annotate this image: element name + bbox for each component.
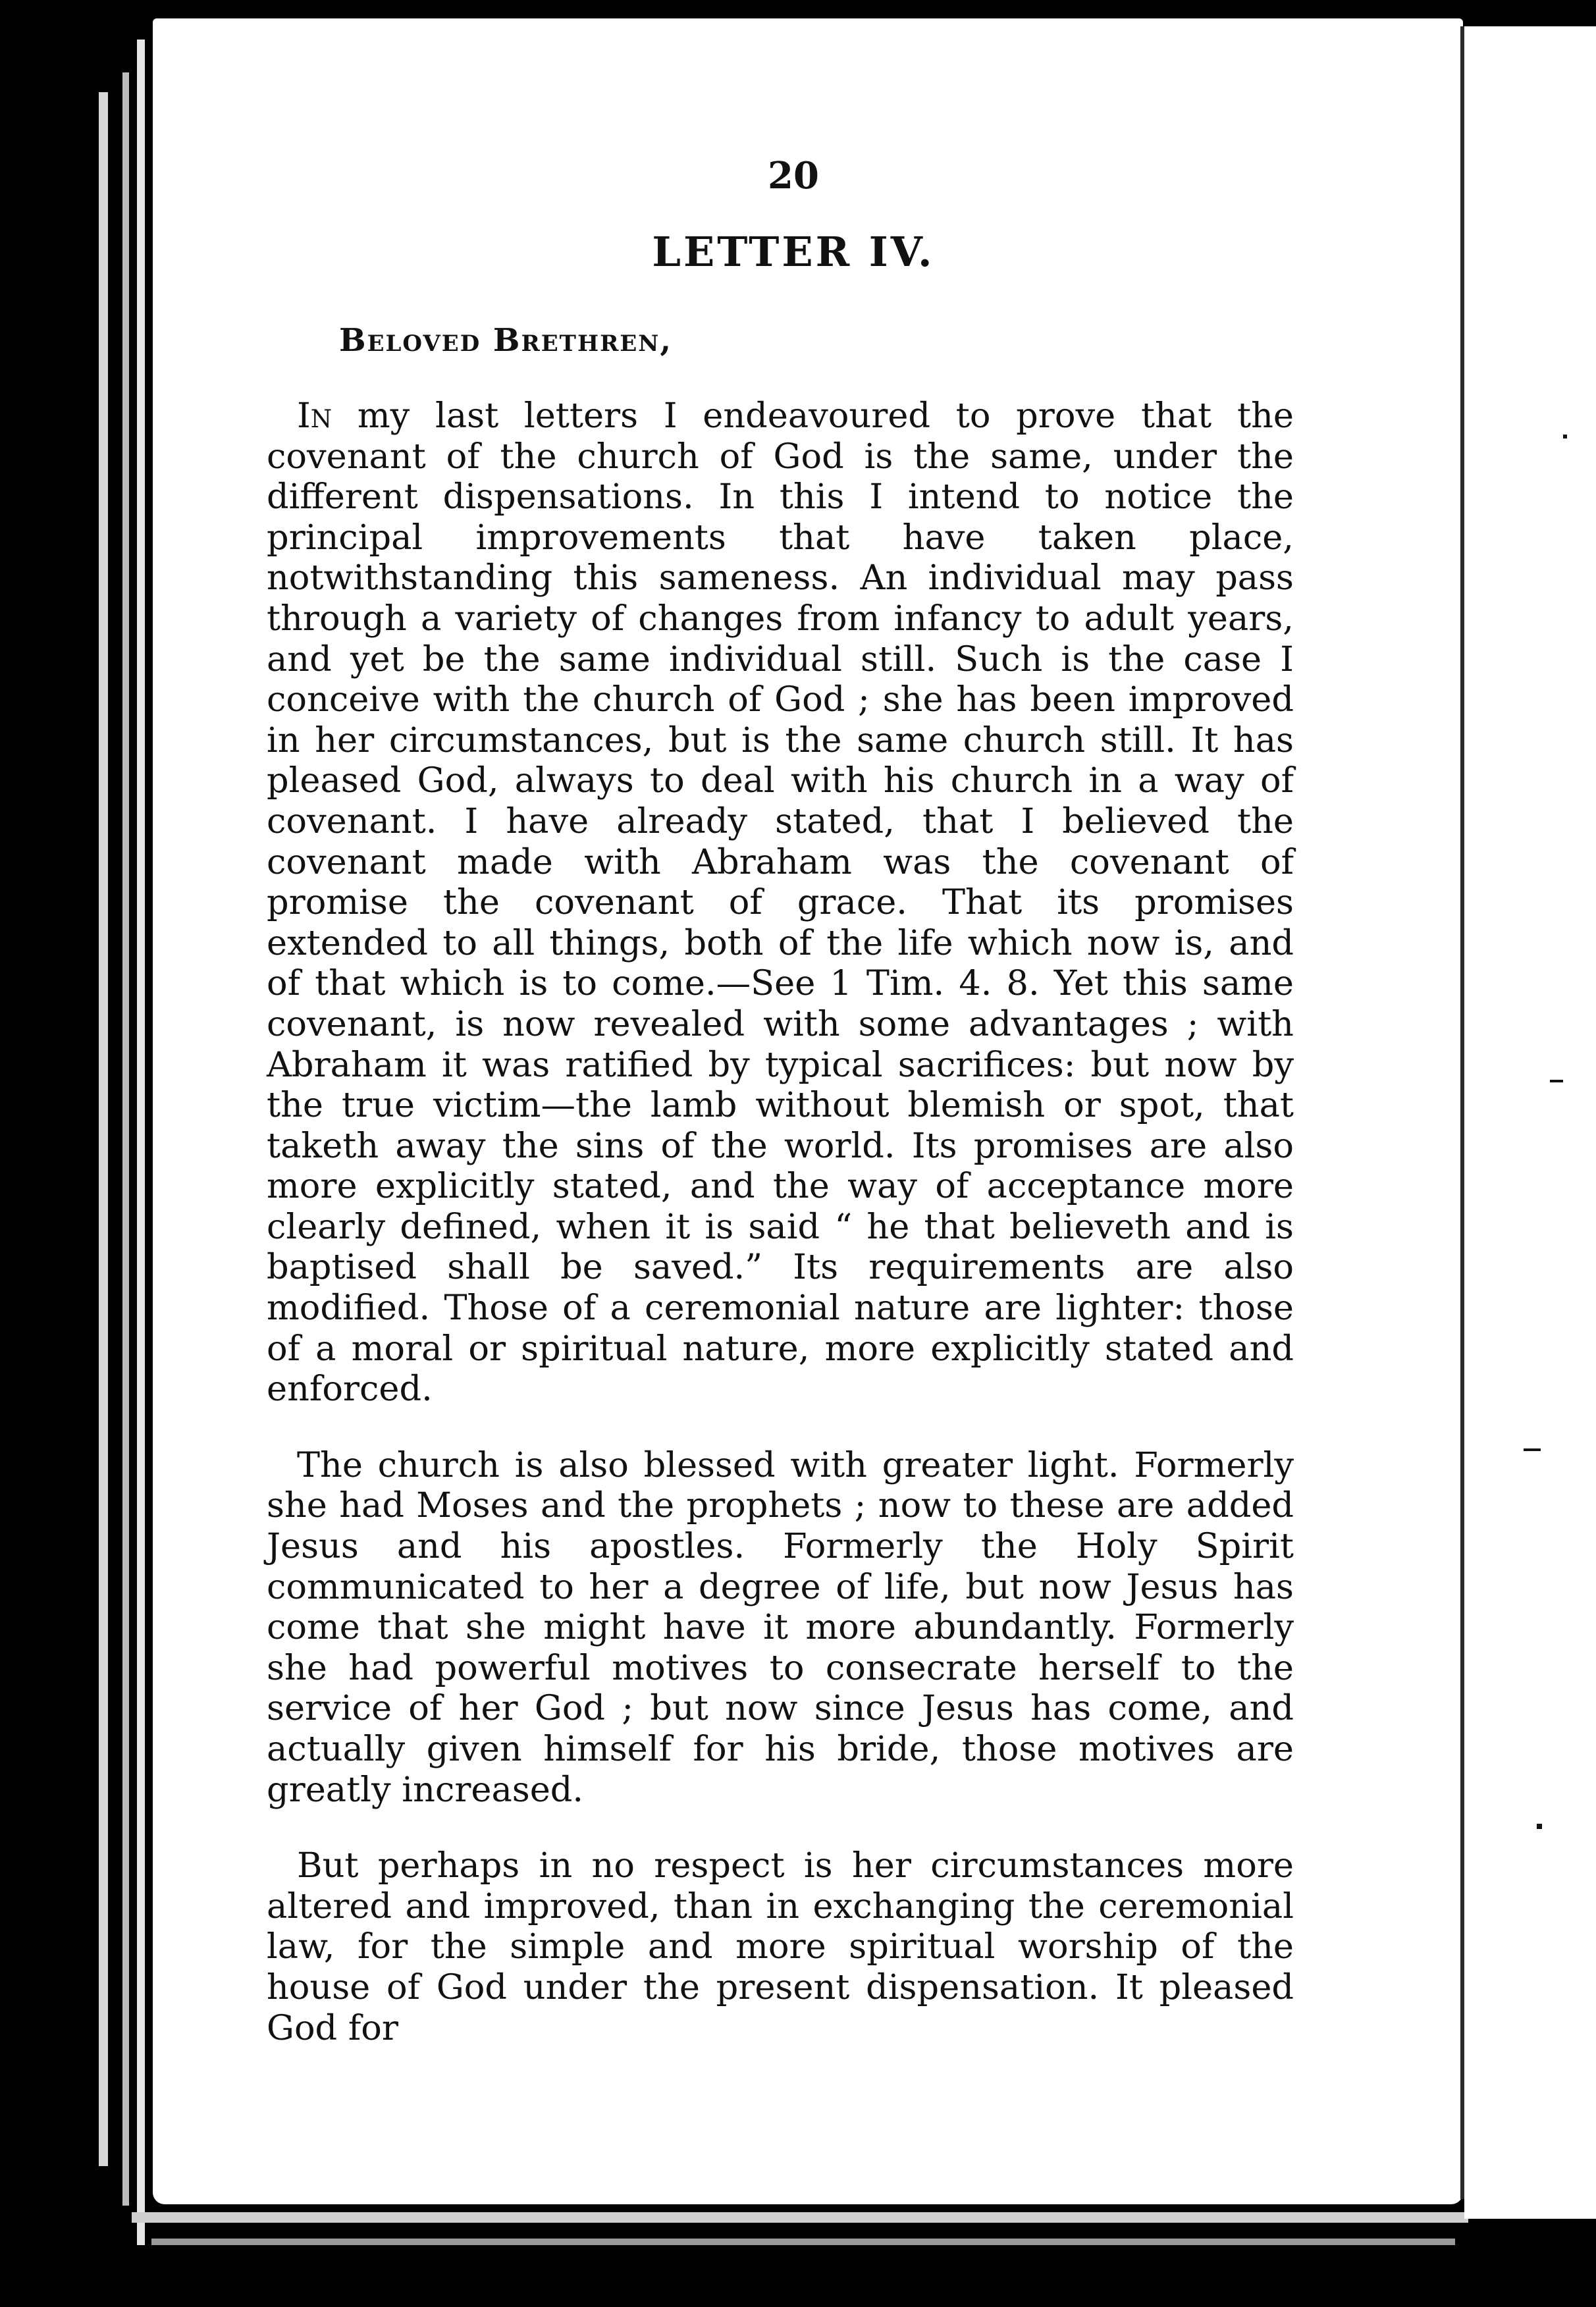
paragraph-1-text: my last letters I endeavoured to prove that the covenant of the church of God is the same, under the different dispensations. In this I intend to notice the principal improvements that have taken place, notwithstanding this sameness. An individual may pass through a variety of changes from infancy to adult years, and yet be the same individual still. Such is the case I conceive with the church of God ; she has been improved in her circumstances, but is the same church still. It has pleased God, always to deal with his church in a way of covenant. I have already stated, that I believed the covenant made with Abraham was the covenant of promise the covenant of grace. That its promises extended to all things, both of the life which now is, and of that which is to come.—See 1 Tim. 4. 8. Yet this same covenant, is now revealed with some advantages ; with Abraham it was ratified by typical sacrifices: but now by the true victim—the lamb without blemish or spot, that taketh away the sins of the world. Its promises are also more explicitly stated, and the way of acceptance more clearly defined, when it is said “ he that believeth and is baptised shall be saved.” Its requirements are also modified. Those of a ceremonial nature are lighter: those of a moral or spiritual nature, more explicitly stated and enforced. bbox=[267, 396, 1294, 1410]
margin-speck bbox=[1563, 435, 1567, 438]
salutation: Beloved Brethren, bbox=[339, 322, 673, 359]
book-edge-middle bbox=[122, 72, 129, 2206]
margin-speck bbox=[1524, 1448, 1541, 1451]
page-content bbox=[267, 145, 1294, 2048]
letter-title: LETTER IV. bbox=[652, 228, 935, 276]
paragraph-2-text: The church is also blessed with greater light. Formerly she had Moses and the prophets ; now to these are added Jesus and his apostles. Formerly the Holy Spirit communicated to her a degree of life, but now Jesus has come that she might have it more abundantly. Formerly she had powerful motives to consecrate herself to the service of her God ; but now since Jesus has come, and actually given himself for his bride, those motives are greatly increased. bbox=[267, 1445, 1294, 1810]
page-number: 20 bbox=[768, 154, 819, 198]
paragraph-3-text: But perhaps in no respect is her circumstances more altered and improved, than in exchanging the ceremonial law, for the simple and more spiritual worship of the house of God under the present dispensation. It pleased God for bbox=[267, 1845, 1294, 2048]
margin-speck bbox=[1537, 1824, 1542, 1829]
book-edge-bottom-shadow bbox=[151, 2239, 1455, 2245]
facing-page-margin bbox=[1464, 26, 1596, 2219]
paragraph-1 bbox=[267, 396, 1294, 1410]
paragraph-2 bbox=[267, 1445, 1294, 1810]
book-edge-inner bbox=[137, 40, 145, 2245]
drop-lead-word: In bbox=[297, 396, 332, 436]
paragraph-3 bbox=[267, 1845, 1294, 2048]
book-edge-outer bbox=[99, 92, 108, 2166]
book-edge-bottom bbox=[132, 2212, 1468, 2223]
margin-speck bbox=[1550, 1080, 1563, 1082]
